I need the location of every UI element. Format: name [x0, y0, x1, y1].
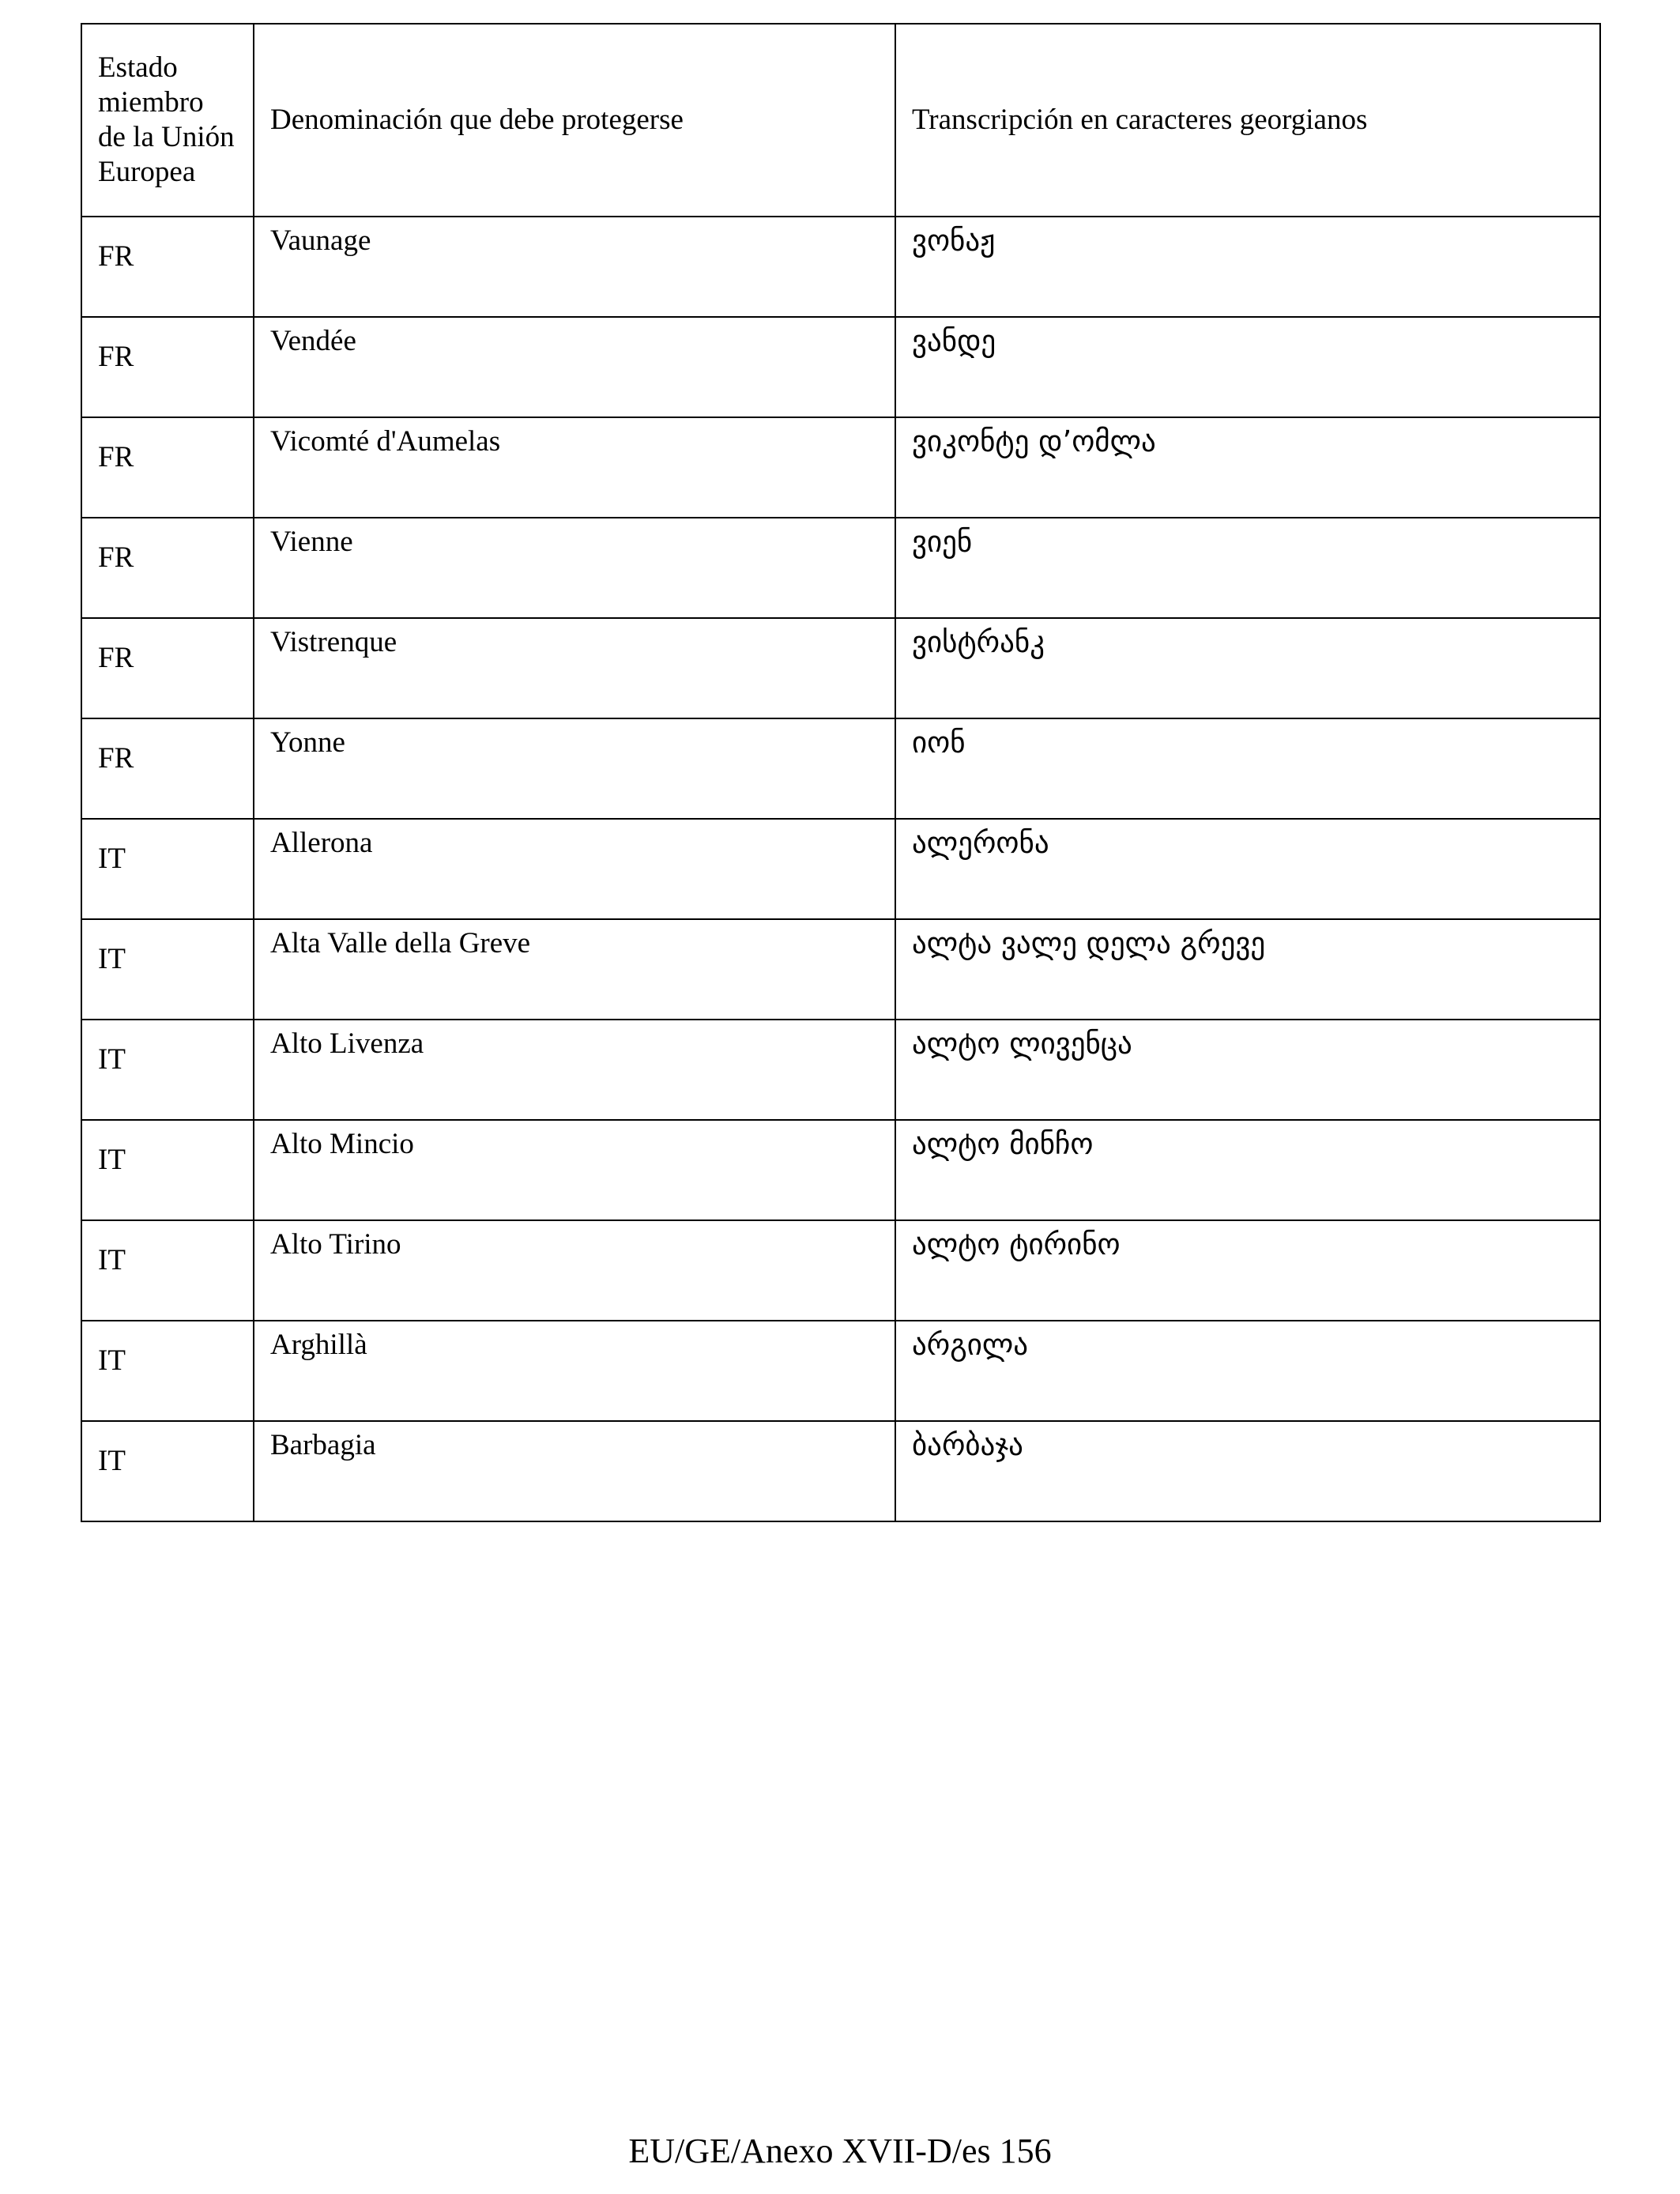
- table-row: [81, 217, 1600, 317]
- denomination-cell: Alto Livenza: [254, 1020, 895, 1120]
- member-state-cell: FR: [81, 518, 254, 618]
- table-row: [81, 1321, 1600, 1421]
- table-row: [81, 1120, 1600, 1220]
- transcription-cell: ვისტრანკ: [895, 618, 1600, 718]
- table-row: [81, 919, 1600, 1020]
- table-row: [81, 1421, 1600, 1521]
- table-row: [81, 1020, 1600, 1120]
- table-row: [81, 819, 1600, 919]
- table-header-row: [81, 24, 1600, 217]
- denomination-cell: Alto Tirino: [254, 1220, 895, 1321]
- transcription-cell: ვონაჟ: [895, 217, 1600, 317]
- denomination-cell: Vendée: [254, 317, 895, 417]
- header-transcription: Transcripción en caracteres georgianos: [895, 24, 1600, 217]
- table-row: [81, 718, 1600, 819]
- header-member-state: Estado miembro de la Unión Europea: [81, 24, 254, 217]
- transcription-cell: ალტო ტირინო: [895, 1220, 1600, 1321]
- transcription-cell: ალტა ვალე დელა გრევე: [895, 919, 1600, 1020]
- transcription-cell: ალტო მინჩო: [895, 1120, 1600, 1220]
- transcription-cell: ვიკონტე დ’ომლა: [895, 417, 1600, 518]
- member-state-cell: FR: [81, 618, 254, 718]
- table-row: [81, 1220, 1600, 1321]
- member-state-cell: IT: [81, 919, 254, 1020]
- denomination-cell: Arghillà: [254, 1321, 895, 1421]
- header-denomination: Denominación que debe protegerse: [254, 24, 895, 217]
- transcription-cell: ალერონა: [895, 819, 1600, 919]
- denomination-cell: Alto Mincio: [254, 1120, 895, 1220]
- denomination-cell: Barbagia: [254, 1421, 895, 1521]
- member-state-cell: FR: [81, 718, 254, 819]
- member-state-cell: FR: [81, 217, 254, 317]
- denomination-cell: Vaunage: [254, 217, 895, 317]
- table-row: [81, 518, 1600, 618]
- denomination-cell: Vienne: [254, 518, 895, 618]
- transcription-cell: ვიენ: [895, 518, 1600, 618]
- transcription-cell: არგილა: [895, 1321, 1600, 1421]
- member-state-cell: IT: [81, 1421, 254, 1521]
- table-row: [81, 417, 1600, 518]
- transcription-cell: ბარბაჯა: [895, 1421, 1600, 1521]
- denomination-cell: Allerona: [254, 819, 895, 919]
- member-state-cell: IT: [81, 1120, 254, 1220]
- member-state-cell: FR: [81, 417, 254, 518]
- member-state-cell: IT: [81, 1220, 254, 1321]
- denomination-cell: Vicomté d'Aumelas: [254, 417, 895, 518]
- denomination-cell: Alta Valle della Greve: [254, 919, 895, 1020]
- member-state-cell: IT: [81, 819, 254, 919]
- page-footer: EU/GE/Anexo XVII-D/es 156: [628, 2132, 1052, 2170]
- denomination-cell: Yonne: [254, 718, 895, 819]
- transcription-cell: ვანდე: [895, 317, 1600, 417]
- table-row: [81, 317, 1600, 417]
- member-state-cell: FR: [81, 317, 254, 417]
- table-body: [81, 217, 1600, 1521]
- denominations-table: [81, 23, 1601, 1522]
- member-state-cell: IT: [81, 1020, 254, 1120]
- member-state-cell: IT: [81, 1321, 254, 1421]
- table-row: [81, 618, 1600, 718]
- denomination-cell: Vistrenque: [254, 618, 895, 718]
- transcription-cell: იონ: [895, 718, 1600, 819]
- transcription-cell: ალტო ლივენცა: [895, 1020, 1600, 1120]
